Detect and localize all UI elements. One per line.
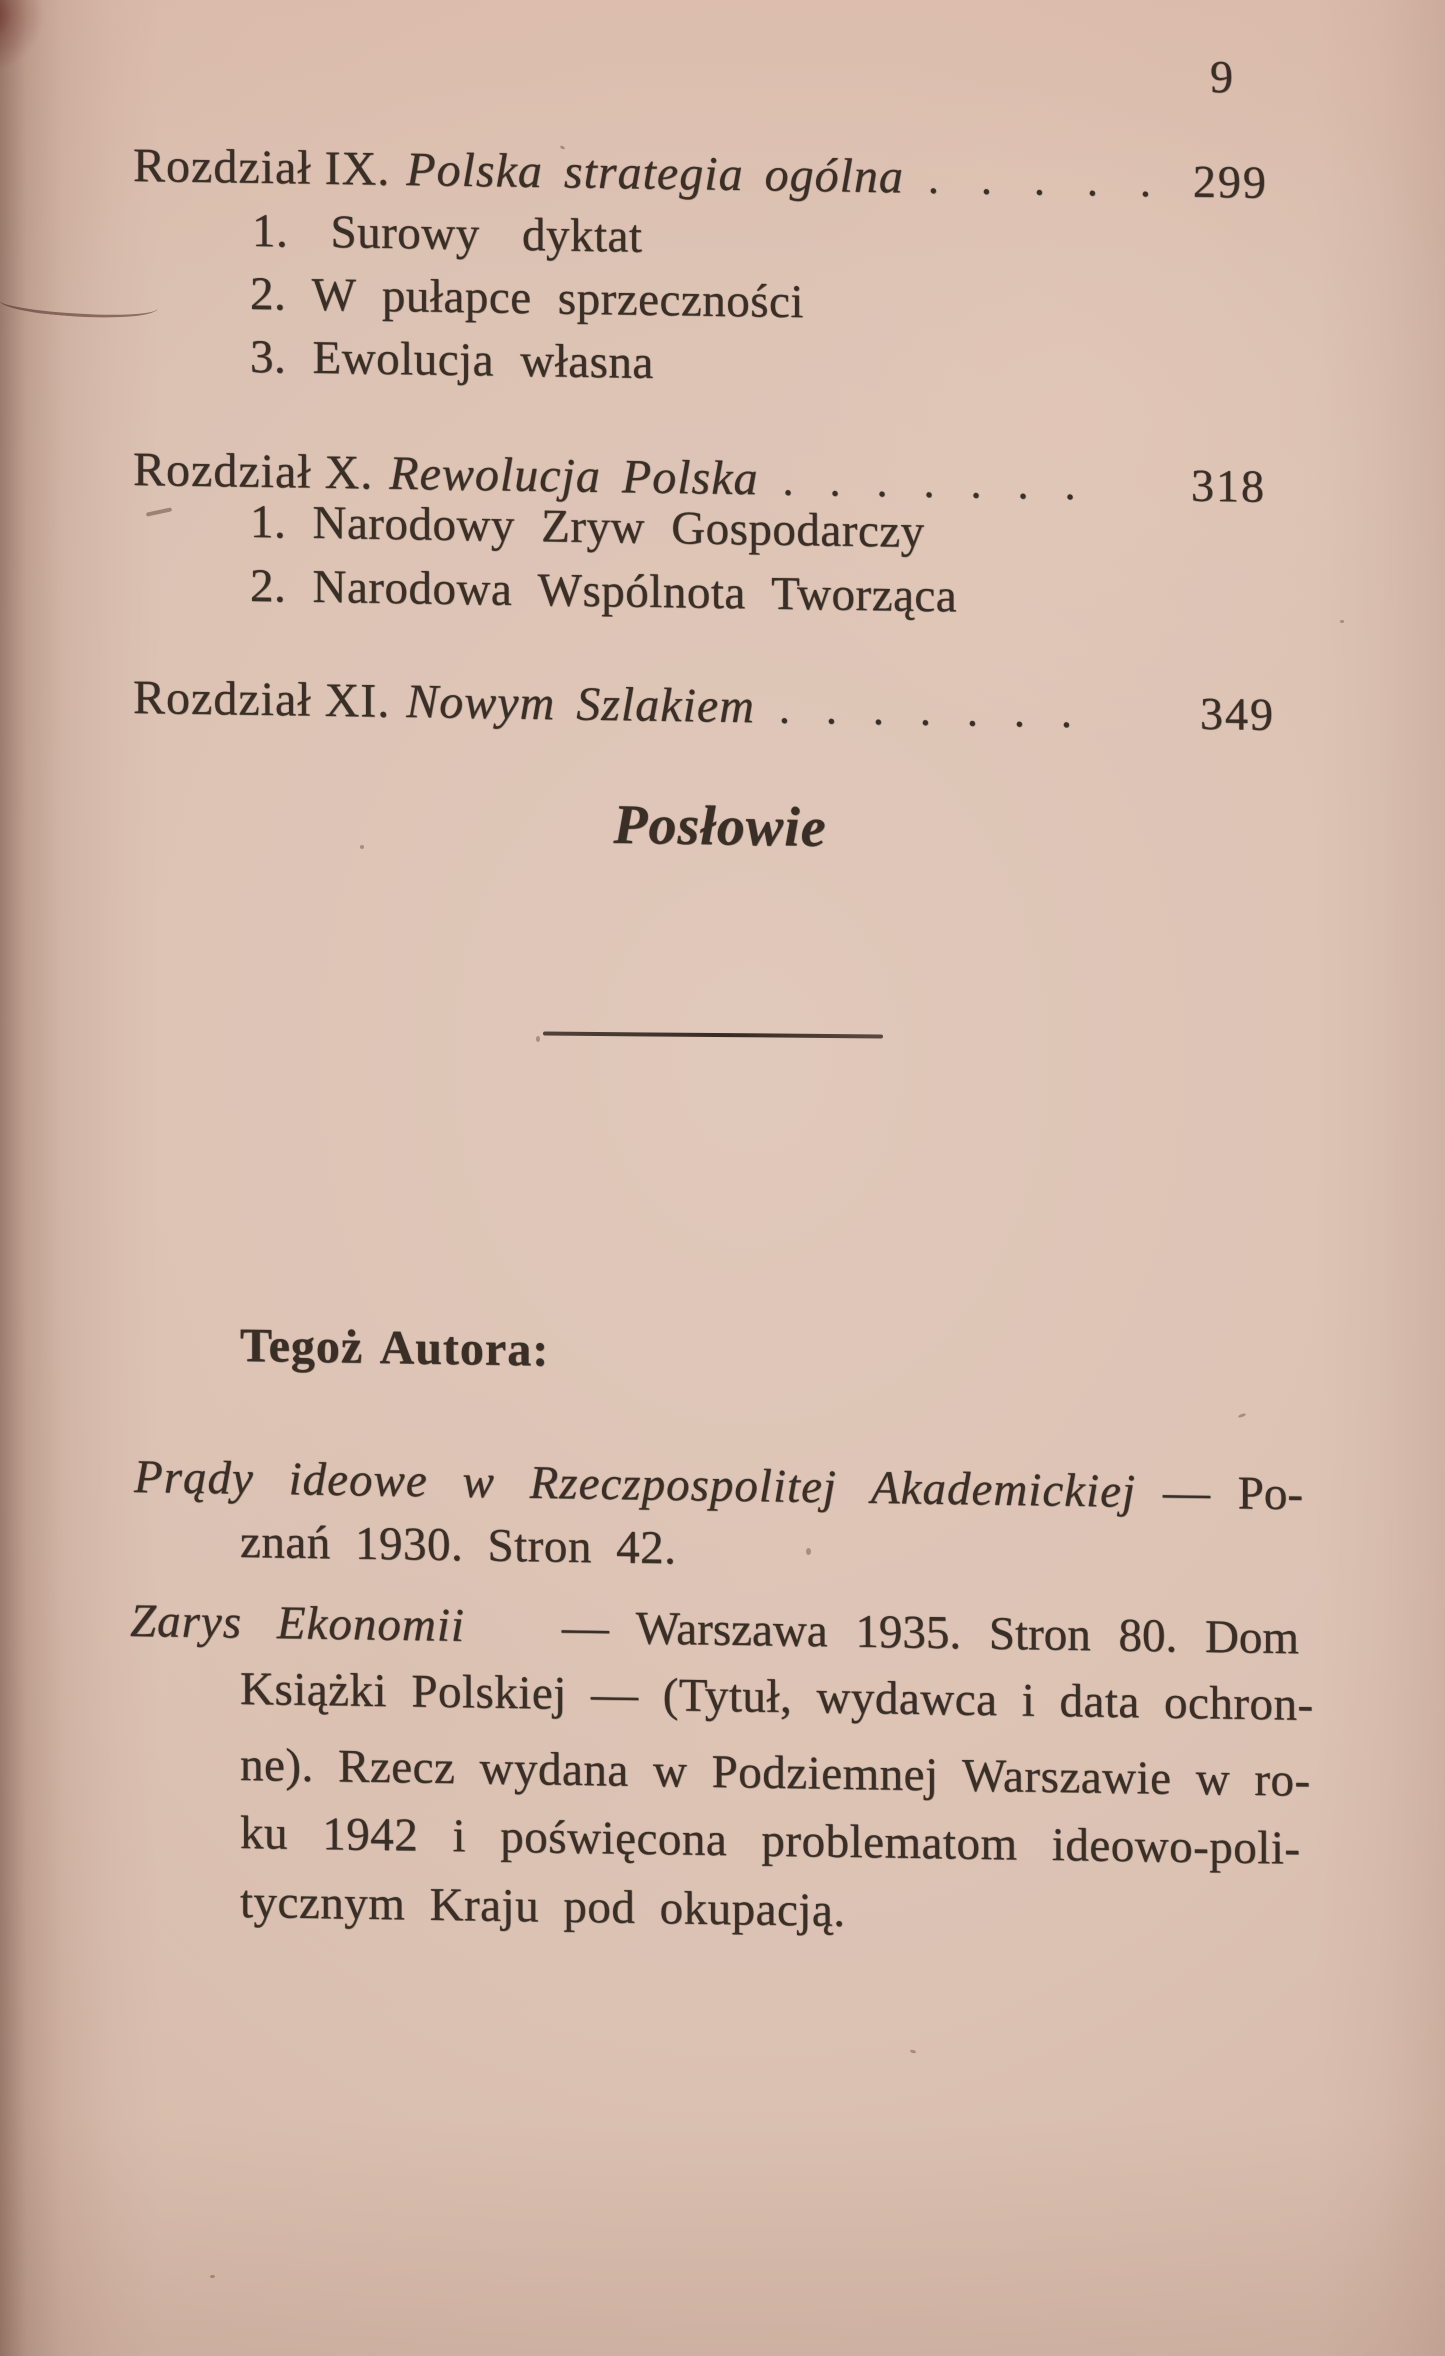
work-title-suffix: — Po- [1162,1466,1303,1521]
page-ref: 299 [1192,155,1268,208]
chapter-label: Rozdział X. [133,443,374,500]
paper-speck [536,1036,540,1042]
toc-subitem: 1. Surowy dyktat [252,205,643,263]
work-entry-line [130,1596,1299,1664]
work-entry-line: ku 1942 i poświęcona problematom ideowo-poli- [240,1807,1301,1875]
chapter-title: Polska strategia ogólna [406,143,904,204]
work-title-suffix: — Warszawa 1935. Stron 80. Dom [561,1601,1299,1665]
work-entry-line: ne). Rzecz wydana w Podziemnej Warszawie w ro- [240,1739,1311,1807]
work-entry-line: Książki Polskiej — (Tytuł, wydawca i data ochron- [240,1663,1314,1731]
paper-speck [360,845,364,849]
paper-speck [910,2049,917,2053]
paper-speck [1340,620,1344,623]
dot-leaders: ....... [782,455,1112,510]
dot-leaders: ....... [778,683,1108,738]
section-divider [543,1032,883,1039]
toc-entry-chapter-9 [133,139,1268,209]
work-entry-line: tycznym Kraju pod okupacją. [240,1876,846,1937]
paper-mark [146,507,172,516]
paper-speck [1238,1413,1247,1419]
toc-subitem: 1. Narodowy Zryw Gospodarczy [250,496,925,559]
toc-entry-chapter-11 [133,672,1275,741]
page-ref: 318 [1191,459,1266,512]
author-works-heading: Tegoż Autora: [240,1319,550,1377]
toc-subitem: 3. Ewolucja własna [250,331,654,389]
afterword-heading: Posłowie [613,793,827,860]
dot-leaders: ..... [927,153,1193,207]
chapter-title: Nowym Szlakiem [406,675,755,734]
page-number: 9 [1210,51,1233,103]
paper-speck [210,2275,215,2278]
chapter-title: Rewolucja Polska [389,446,759,506]
work-title: Prądy ideowe w Rzeczpospolitej Akademickiej [134,1451,1137,1518]
chapter-label: Rozdział XI. [133,671,391,728]
work-entry-line [134,1452,1303,1520]
toc-subitem: 2. W pułapce sprzeczności [250,268,804,329]
toc-subitem: 2. Narodowa Wspólnota Tworząca [250,560,958,623]
paper-speck [806,1548,811,1555]
work-title: Zarys Ekonomii [130,1595,465,1652]
chapter-label: Rozdział IX. [133,139,391,196]
page-ref: 349 [1200,687,1275,740]
work-entry-line: znań 1930. Stron 42. [240,1516,677,1575]
paper-fiber [0,285,159,324]
